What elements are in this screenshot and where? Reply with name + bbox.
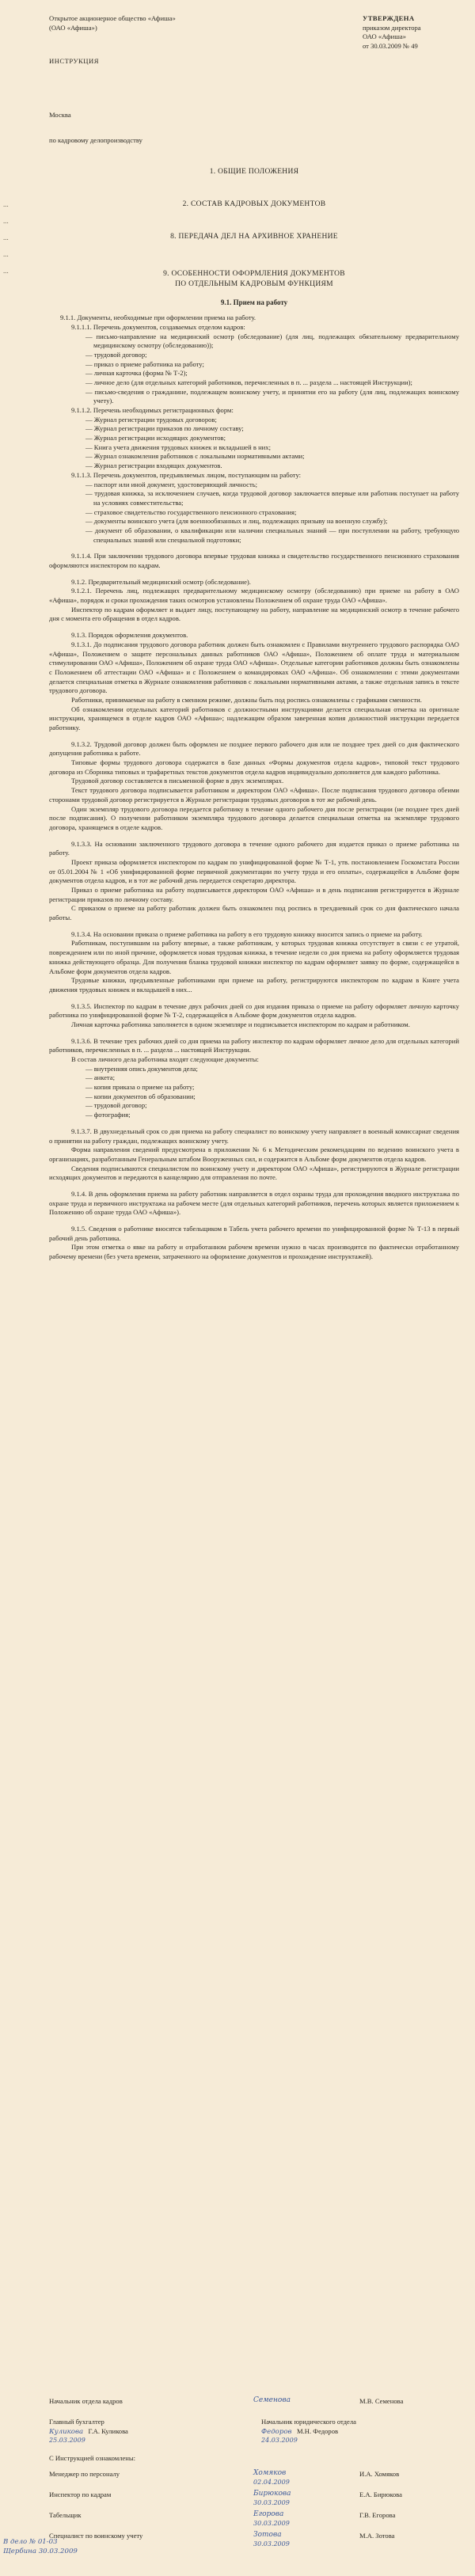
section-title: 2. СОСТАВ КАДРОВЫХ ДОКУМЕНТОВ — [182, 200, 326, 209]
signer-role: Начальник отдела кадров — [49, 2397, 123, 2405]
signer-name: М.А. Зотова — [359, 2531, 395, 2540]
signature-row-hr-head — [49, 2397, 459, 2418]
paragraph: 9.1.1.3. Перечень документов, предъявляемых лицом, поступающим на работу: — [71, 470, 302, 479]
approval-stamp-block — [363, 14, 459, 51]
org-short-name: (ОАО «Афиша») — [49, 23, 97, 32]
signer-name: Г.В. Егорова — [359, 2510, 396, 2519]
approval-date: от 30.03.2009 № 49 — [363, 42, 418, 51]
list-item: — Книга учета движения трудовых книжек и вкладышей в них; — [86, 443, 271, 451]
handwritten-signature-text: Зотова — [253, 2530, 282, 2539]
approval-signatures — [49, 2418, 459, 2446]
archive-note — [3, 2538, 78, 2557]
archive-note-line: Щербина 30.03.2009 — [3, 2548, 78, 2555]
paragraph: Типовые формы трудового договора содержатся в базе данных «Формы документов отдела кадров», типовой текст трудового договора из Сборника типовых и трафаретных текстов документов отдела кадров индивидуально дополняется для каждого работника. — [49, 758, 459, 776]
list-item: — письмо-направление на медицинский осмотр (обследование) (для лиц, подлежащих обязательному предварительному медицинскому осмотру (обследованию)); — [86, 332, 459, 350]
paragraph: 9.1.3.4. На основании приказа о приеме работника на работу в его трудовую книжку вносится запись о приеме на работу. — [71, 929, 423, 938]
acquaintance-row — [49, 2532, 459, 2552]
signer-name: И.А. Хомяков — [359, 2469, 400, 2478]
paragraph: Один экземпляр трудового договора передается работнику в течение одного рабочего дня после регистрации (не позднее трех дней после подписания). О получении работником экземпляра трудового договора делается специальная отметка на экземпляре трудового договора, хранящемся в отделе кадров. — [49, 804, 459, 831]
archive-note-line: В дело № 01-03 — [3, 2538, 58, 2546]
paragraph: 9.1.3.5. Инспектор по кадрам в течение двух рабочих дней со дня издания приказа о приеме на работу оформляет личную карточку работника по унифицированной форме № Т-2, содержащейся в Альбоме форм документов отдела кадров. — [49, 1001, 459, 1020]
acquaintance-list — [49, 2454, 459, 2552]
list-item: — трудовой договор; — [86, 1101, 147, 1110]
handwritten-date: 24.03.2009 — [261, 2437, 298, 2445]
list-item: — трудовая книжка, за исключением случаев, когда трудовой договор заключается впервые или работник поступает на работу на условиях совместительства; — [86, 489, 459, 507]
list-item: — внутренняя опись документов дела; — [86, 1064, 198, 1073]
handwritten-signature: Куликова — [49, 2427, 84, 2436]
signature-block — [49, 2397, 459, 2552]
paragraph: 9.1.2. Предварительный медицинский осмотр (обследование). — [71, 577, 251, 586]
accountant-signature — [49, 2418, 247, 2445]
org-name: Открытое акционерное общество «Афиша» — [49, 14, 176, 22]
section-title: 8. ПЕРЕДАЧА ДЕЛ НА АРХИВНОЕ ХРАНЕНИЕ — [170, 233, 338, 241]
margin-mark: ... — [3, 234, 9, 241]
paragraph: 9.1.3.1. До подписания трудового договора работник должен быть ознакомлен с Правилами внутреннего трудового распорядка ОАО «Афиша», Положением о защите персональных данных работников ОАО «Афиша», Положением об оплате труда и материальном стимулировании ОАО «Афиша», Положением об охране труда ОАО «Афиша». Отдельные категории работников должны быть ознакомлены с Положением об аттестации ОАО «Афиша» и с Положением о командировках ОАО «Афиша». Об ознакомлении с этими документами делается специальная отметка в Журнале ознакомления работников с локальными нормативными актами, а также отдельная запись в тексте трудового договора. — [49, 640, 459, 695]
signer-role: Начальник юридического отдела — [261, 2418, 356, 2426]
handwritten-date: 30.03.2009 — [253, 2519, 290, 2527]
lawyer-signature — [261, 2418, 459, 2445]
paragraph: 9.1.1.1. Перечень документов, создаваемых отделом кадров: — [71, 322, 245, 331]
handwritten-signature: Федоров — [261, 2427, 292, 2436]
handwritten-signature — [253, 2489, 291, 2508]
section-title — [49, 269, 459, 290]
margin-mark: ... — [3, 250, 9, 258]
list-item: — анкета; — [86, 1073, 115, 1082]
handwritten-signature — [253, 2510, 290, 2529]
list-item: — документы воинского учета (для военнообязанных и лиц, подлежащих призыву на военную службу); — [86, 517, 388, 526]
list-item: — Журнал регистрации трудовых договоров; — [86, 415, 217, 424]
signer-name: М.В. Семенова — [359, 2397, 404, 2405]
signer-role: Главный бухгалтер — [49, 2418, 104, 2426]
paragraph: 9.1.1.4. При заключении трудового договора впервые трудовая книжка и свидетельство государственного пенсионного страхования оформляются инспектором по кадрам. — [49, 552, 459, 570]
section-title: 1. ОБЩИЕ ПОЛОЖЕНИЯ — [209, 168, 299, 177]
paragraph: 9.1.1. Документы, необходимые при оформлении приема на работу. — [60, 313, 256, 322]
paragraph: Проект приказа оформляется инспектором по кадрам по унифицированной форме № Т-1, утв. постановлением Госкомстата России от 05.01.2004 № 1 «Об унифицированной форме первичной документации по учету труда и его оплаты», содержащейся в Альбоме форм документов отдела кадров, и в тот же рабочий день передается секретарю директора. — [49, 857, 459, 885]
paragraph: Инспектор по кадрам оформляет и выдает лицу, поступающему на работу, направление на медицинский осмотр в течение рабочего дня с момента его обращения в отдел кадров. — [49, 605, 459, 623]
document-type: ИНСТРУКЦИЯ — [49, 57, 99, 65]
handwritten-signature-text: Хомяков — [253, 2468, 287, 2477]
acquaintance-title: С Инструкцией ознакомлены: — [49, 2454, 136, 2462]
paragraph: Работники, принимаемые на работу в сменном режиме, должны быть под роспись ознакомлены с графиками сменности. — [71, 695, 422, 704]
paragraph: Приказ о приеме работника на работу подписывается директором ОАО «Афиша» и в день подписания регистрируется в Журнале регистрации приказов по личному составу. — [49, 886, 459, 903]
paragraph: 9.1.3.6. В течение трех рабочих дней со дня приема на работу инспектор по кадрам оформляет личное дело для отдельных категорий работников, перечисленных в п. ... раздела ... настоящей Инструкции. — [49, 1036, 459, 1054]
approval-title: УТВЕРЖДЕНА — [363, 14, 415, 22]
document-subject: по кадровому делопроизводству — [49, 135, 142, 144]
list-item: — копия приказа о приеме на работу; — [86, 1083, 195, 1092]
paragraph: Сведения подписываются специалистом по воинскому учету и директором ОАО «Афиша», регистрируются в Журнале регистрации исходящих документов и передаются в канцелярию для отправления по почте. — [49, 1164, 459, 1182]
paragraph: 9.1.2.1. Перечень лиц, подлежащих предварительному медицинскому осмотру (обследованию) при приеме на работу в ОАО «Афиша», порядок и сроки прохождения таких осмотров установлены Положением об охране труда ОАО «Афиша». — [49, 587, 459, 605]
handwritten-signature: Семенова — [253, 2396, 291, 2404]
organization-block — [49, 14, 207, 32]
acquaintance-row — [49, 2470, 459, 2491]
list-item: — Журнал регистрации исходящих документов; — [86, 434, 226, 443]
section-title-line: ПО ОТДЕЛЬНЫМ КАДРОВЫМ ФУНКЦИЯМ — [175, 280, 333, 288]
signer-name: Е.А. Бирюкова — [359, 2490, 402, 2498]
list-item: — Журнал регистрации входящих документов. — [86, 462, 222, 470]
handwritten-date: 30.03.2009 — [253, 2498, 290, 2506]
margin-mark: ... — [3, 200, 9, 208]
list-item: — личное дело (для отдельных категорий работников, перечисленных в п. ... раздела ... настоящей Инструкции); — [86, 378, 412, 386]
section-title-line: 9. ОСОБЕННОСТИ ОФОРМЛЕНИЯ ДОКУМЕНТОВ — [163, 270, 345, 279]
paragraph: Текст трудового договора подписывается работником и директором ОАО «Афиша». После подписания трудового договора обеими сторонами трудовой договор регистрируется в Журнале регистрации трудовых договоров в тот же рабочий день. — [49, 786, 459, 804]
signer-name: Г.А. Куликова — [88, 2426, 128, 2435]
list-item: — личная карточка (форма № Т-2); — [86, 369, 188, 378]
paragraph: 9.1.1.2. Перечень необходимых регистрационных форм: — [71, 406, 234, 415]
approval-line: ОАО «Афиша» — [363, 32, 406, 41]
handwritten-date: 02.04.2009 — [253, 2478, 290, 2486]
list-item: — Журнал ознакомления работников с локальными нормативными актами; — [86, 452, 305, 461]
handwritten-signature — [253, 2530, 290, 2549]
list-item: — трудовой договор; — [86, 350, 147, 359]
list-item: — фотография; — [86, 1111, 131, 1119]
paragraph: 9.1.3. Порядок оформления документов. — [71, 631, 188, 640]
paragraph: Личная карточка работника заполняется в одном экземпляре и подписывается инспектором по кадрам и работником. — [71, 1020, 410, 1028]
list-item: — приказ о приеме работника на работу; — [86, 359, 204, 368]
approval-line: приказом директора — [363, 23, 421, 32]
acquaintance-row — [49, 2511, 459, 2532]
paragraph: При этом отметка о явке на работу и отработанном рабочем времени нужно в часах производится по фактически отработанному рабочему времени (без учета времени, затраченного на оформление документов и прохождение инструктажей). — [49, 1243, 459, 1261]
paragraph: В состав личного дела работника входят следующие документы: — [71, 1055, 259, 1064]
document-body — [49, 14, 459, 1262]
list-item: — документ об образовании, о квалификации или наличии специальных знаний — при поступлении на работу, требующую специальных знаний или специальной подготовки; — [86, 526, 459, 544]
paragraph: 9.1.3.2. Трудовой договор должен быть оформлен не позднее первого рабочего дня или не позднее трех дней со дня фактического допущения работника к работе. — [49, 739, 459, 758]
paragraph: Форма направления сведений предусмотрена в приложении № 6 к Методическим рекомендациям по ведению воинского учета в организациях, разработанным Генеральным штабом Вооруженных сил, и содержится в Альбоме форм документов отдела кадров. — [49, 1146, 459, 1163]
signer-role: Табельщик — [49, 2510, 82, 2519]
paragraph: С приказом о приеме на работу работник должен быть ознакомлен под роспись в трехдневный срок со дня фактического начала работы. — [49, 904, 459, 922]
signer-role: Специалист по воинскому учету — [49, 2531, 143, 2540]
acquaintance-row — [49, 2491, 459, 2511]
list-item: — Журнал регистрации приказов по личному составу; — [86, 424, 244, 433]
list-item: — копии документов об образовании; — [86, 1092, 196, 1100]
paragraph: Об ознакомлении отдельных категорий работников с должностными инструкциями делается специальная отметка на оригинале инструкции, хранящемся в отделе кадров ОАО «Афиша»; надлежащим образом заверенная копия должностной инструкции передается работнику. — [49, 705, 459, 732]
paragraph: 9.1.4. В день оформления приема на работу работник направляется в отдел охраны труда для прохождения вводного инструктажа по охране труда и первичного инструктажа на рабочем месте (для отдельных категорий работников, перечень которых является приложением к Положению об охране труда ОАО «Афиша»). — [49, 1189, 459, 1217]
list-item: — паспорт или иной документ, удостоверяющий личность; — [86, 480, 258, 488]
margin-mark: ... — [3, 217, 9, 225]
handwritten-date: 30.03.2009 — [253, 2540, 290, 2548]
left-margin-marks — [3, 199, 11, 283]
list-item: — письмо-сведения о гражданине, подлежащем воинскому учету, и принятии его на работу (для лиц, подлежащих воинскому учету). — [86, 387, 459, 405]
handwritten-signature-text: Егорова — [253, 2510, 284, 2518]
signer-role: Инспектор по кадрам — [49, 2490, 112, 2498]
handwritten-signature-text: Бирюкова — [253, 2489, 291, 2498]
signer-name: М.Н. Федоров — [296, 2426, 339, 2435]
margin-mark: ... — [3, 267, 9, 275]
subsection-title: 9.1. Прием на работу — [220, 298, 288, 306]
handwritten-date: 25.03.2009 — [49, 2437, 86, 2445]
paragraph: 9.1.3.3. На основании заключенного трудового договора в течение одного рабочего дня издается приказ о приеме работника на работу. — [49, 839, 459, 857]
signer-role: Менеджер по персоналу — [49, 2469, 120, 2478]
document-city: Москва — [49, 111, 71, 119]
handwritten-signature — [253, 2468, 290, 2487]
paragraph: Трудовой договор составляется в письменной форме в двух экземплярах. — [71, 777, 284, 785]
paragraph: Работникам, поступившим на работу впервые, а также работникам, у которых трудовая книжка отсутствует в связи с ее утратой, повреждением или по иной причине, оформляется новая трудовая книжка, в течение недели со дня приема на работу оформляется трудовая книжка действующего образца. Для получения бланка трудовой книжки инспектор по кадрам оформляет заявку по форме, содержащейся в Альбоме форм документов отдела кадров. — [49, 939, 459, 975]
paragraph: 9.1.3.7. В двухнедельный срок со дня приема на работу специалист по воинскому учету направляет в военный комиссариат сведения о принятии на работу граждан, подлежащих воинскому учету. — [49, 1127, 459, 1145]
list-item: — страховое свидетельство государственного пенсионного страхования; — [86, 507, 297, 516]
document-header — [49, 14, 459, 111]
paragraph: 9.1.5. Сведения о работнике вносятся табельщиком в Табель учета рабочего времени по унифицированной форме № Т-13 в первый рабочий день работника. — [49, 1225, 459, 1242]
paragraph: Трудовые книжки, предъявленные работниками при приеме на работу, регистрируются инспектором по кадрам в Книге учета движения трудовых книжек и вкладышей в них... — [49, 976, 459, 994]
